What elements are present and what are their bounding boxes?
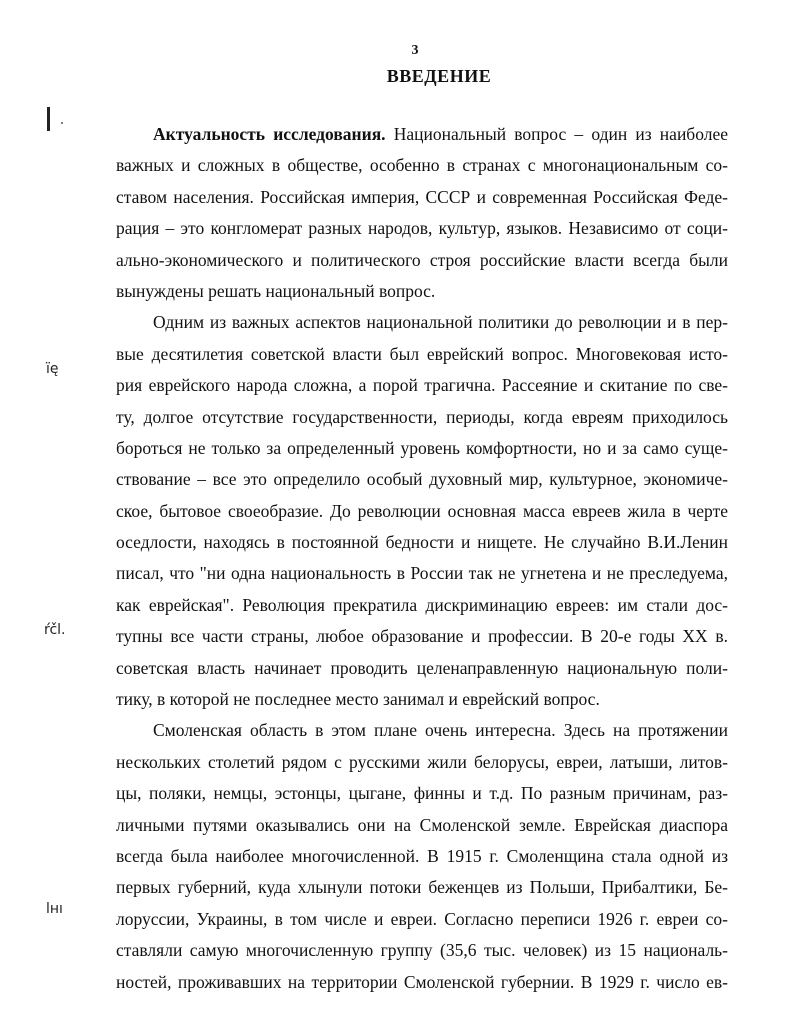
document-body — [116, 119, 728, 998]
text-line: Одним из важных аспектов национальной политики до революции и в пер- — [153, 312, 728, 333]
text-line: тику, в которой не последнее место занимал и еврейский вопрос. — [116, 689, 600, 710]
text-line: ностей, проживавших на территории Смоленской губернии. В 1929 г. число ев- — [116, 971, 728, 992]
margin-dot-mark — [61, 122, 63, 124]
text-line: тупны все части страны, любое образование и профессии. В 20-е годы XX в. — [116, 626, 728, 647]
page-number: 3 — [411, 43, 419, 58]
text-line: первых губерний, куда хлынули потоки беженцев из Польши, Прибалтики, Бе- — [116, 877, 728, 898]
section-heading: ВВЕДЕНИЕ — [386, 66, 492, 86]
text-line: ствование – все это определило особый духовный мир, культурное, экономиче- — [116, 469, 728, 490]
text-line: ское, бытовое своеобразие. До революции основная масса евреев жила в черте — [116, 500, 728, 521]
text-line: ставом населения. Российская империя, СССР и современная Российская Феде- — [116, 186, 728, 207]
paragraph-lead: Актуальность исследования. — [153, 124, 386, 144]
margin-handwritten-mark: lнı — [46, 901, 63, 917]
text-line: цы, поляки, немцы, эстонцы, цыгане, финны и т.д. По разным причинам, раз- — [116, 783, 728, 804]
text-line: лоруссии, Украины, в том числе и евреи. Согласно переписи 1926 г. евреи со- — [116, 908, 728, 929]
text-line: вые десятилетия советской власти был еврейский вопрос. Многовековая исто- — [116, 343, 728, 364]
text-line: вынуждены решать национальный вопрос. — [116, 280, 436, 301]
text-line: всегда была наиболее многочисленной. В 1915 г. Смоленщина стала одной из — [116, 845, 728, 866]
paragraph-jewish-question — [116, 307, 728, 715]
text-line: рия еврейского народа сложна, а порой трагична. Рассеяние и скитание по све- — [116, 375, 728, 396]
margin-handwritten-mark: ïę — [46, 361, 59, 377]
text-line: Актуальность исследования. Национальный вопрос – один из наиболее — [153, 124, 728, 144]
text-line: бороться не только за определенный уровень комфортности, но и за само суще- — [116, 437, 728, 458]
text-line: как еврейская". Революция прекратила дискриминацию евреев: им стали дос- — [116, 594, 728, 615]
text-line: рация – это конгломерат разных народов, культур, языков. Независимо от соци- — [116, 218, 728, 239]
text-line: оседлости, находясь в постоянной бедности и нищете. Не случайно В.И.Ленин — [116, 532, 728, 553]
text-line: ставляли самую многочисленную группу (35,6 тыс. человек) из 15 националь- — [116, 940, 728, 961]
margin-bar-mark — [47, 107, 50, 131]
text-line: ту, долгое отсутствие государственности, периоды, когда евреям приходилось — [116, 406, 728, 427]
text-line: писал, что "ни одна национальность в России так не угнетена и не преследуема, — [116, 563, 728, 584]
margin-handwritten-mark: ŕčl. — [44, 622, 66, 638]
paragraph-relevance — [116, 119, 728, 307]
text-line: советская власть начинает проводить целенаправленную национальную поли- — [116, 657, 728, 678]
text-line: личными путями оказывались они на Смоленской земле. Еврейская диаспора — [116, 814, 728, 835]
text-line: нескольких столетий рядом с русскими жили белорусы, евреи, латыши, литов- — [116, 751, 728, 772]
text-line: важных и сложных в обществе, особенно в странах с многонациональным со- — [116, 155, 728, 176]
text-line: ально-экономического и политического строя российские власти всегда были — [116, 249, 728, 270]
paragraph-smolensk — [116, 715, 728, 998]
text-line: Смоленская область в этом плане очень интересна. Здесь на протяжении — [153, 720, 728, 741]
